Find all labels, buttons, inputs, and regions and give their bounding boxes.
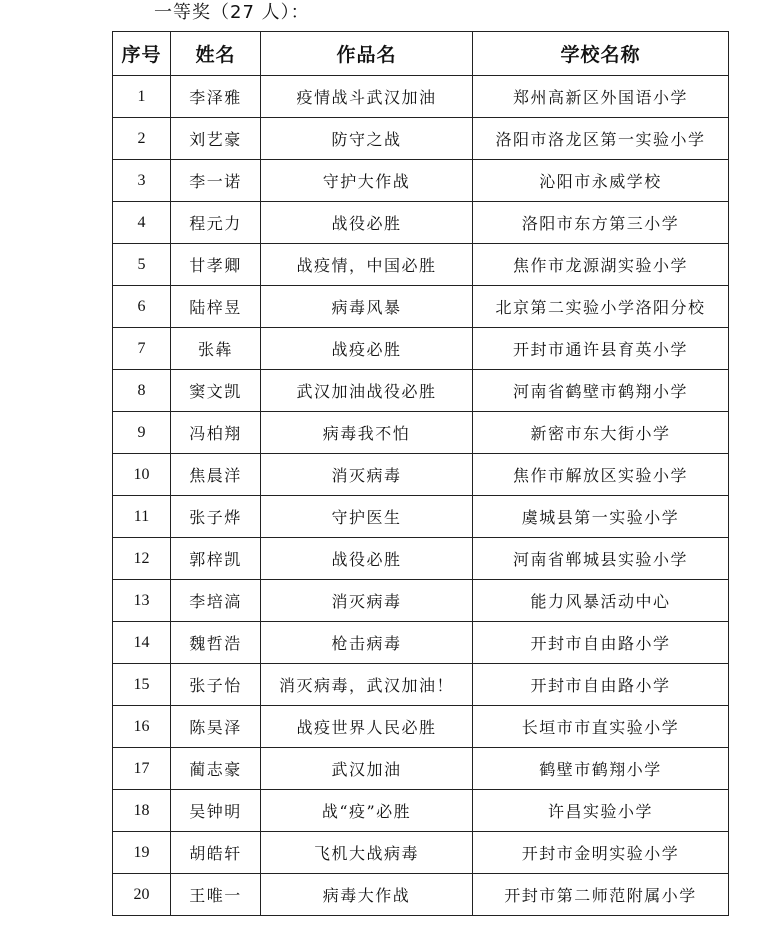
cell-seq: 19: [113, 832, 171, 874]
award-table: [112, 31, 729, 916]
table-row: [113, 454, 729, 496]
table-row: [113, 874, 729, 916]
cell-work: 病毒大作战: [261, 874, 473, 916]
cell-seq: 17: [113, 748, 171, 790]
cell-seq: 1: [113, 76, 171, 118]
table-row: [113, 286, 729, 328]
table-header: [113, 32, 729, 76]
cell-name: 魏哲浩: [171, 622, 261, 664]
table-row: [113, 160, 729, 202]
cell-school: 开封市自由路小学: [473, 622, 729, 664]
cell-name: 蔺志豪: [171, 748, 261, 790]
cell-work: 战疫情，中国必胜: [261, 244, 473, 286]
cell-name: 窦文凯: [171, 370, 261, 412]
cell-work: 病毒风暴: [261, 286, 473, 328]
table-row: [113, 832, 729, 874]
cell-name: 刘艺豪: [171, 118, 261, 160]
cell-name: 李泽雅: [171, 76, 261, 118]
table-row: [113, 202, 729, 244]
cell-seq: 11: [113, 496, 171, 538]
cell-school: 河南省鹤壁市鹤翔小学: [473, 370, 729, 412]
table-row: [113, 790, 729, 832]
cell-school: 开封市自由路小学: [473, 664, 729, 706]
cell-school: 洛阳市东方第三小学: [473, 202, 729, 244]
cell-work: 飞机大战病毒: [261, 832, 473, 874]
cell-school: 长垣市市直实验小学: [473, 706, 729, 748]
column-header-work: 作品名: [261, 32, 473, 76]
header-row: [113, 32, 729, 76]
cell-seq: 7: [113, 328, 171, 370]
cell-school: 郑州高新区外国语小学: [473, 76, 729, 118]
cell-work: 战疫必胜: [261, 328, 473, 370]
cell-work: 武汉加油战役必胜: [261, 370, 473, 412]
cell-work: 战役必胜: [261, 538, 473, 580]
cell-name: 吴钟明: [171, 790, 261, 832]
cell-name: 冯柏翔: [171, 412, 261, 454]
table-row: [113, 244, 729, 286]
cell-seq: 10: [113, 454, 171, 496]
section-heading: 一等奖（27 人）：: [154, 2, 310, 23]
table-row: [113, 580, 729, 622]
cell-work: 消灭病毒: [261, 580, 473, 622]
cell-name: 李培滈: [171, 580, 261, 622]
cell-work: 守护大作战: [261, 160, 473, 202]
cell-work: 病毒我不怕: [261, 412, 473, 454]
table-body: [113, 76, 729, 916]
cell-school: 虞城县第一实验小学: [473, 496, 729, 538]
cell-seq: 20: [113, 874, 171, 916]
cell-seq: 3: [113, 160, 171, 202]
cell-name: 陆梓昱: [171, 286, 261, 328]
cell-name: 张犇: [171, 328, 261, 370]
column-header-seq: 序号: [113, 32, 171, 76]
cell-name: 焦晨洋: [171, 454, 261, 496]
cell-name: 程元力: [171, 202, 261, 244]
cell-seq: 12: [113, 538, 171, 580]
cell-school: 河南省郸城县实验小学: [473, 538, 729, 580]
table-row: [113, 706, 729, 748]
cell-name: 郭梓凯: [171, 538, 261, 580]
cell-seq: 5: [113, 244, 171, 286]
table-row: [113, 622, 729, 664]
cell-seq: 9: [113, 412, 171, 454]
cell-school: 焦作市解放区实验小学: [473, 454, 729, 496]
table-row: [113, 538, 729, 580]
table-row: [113, 496, 729, 538]
table-row: [113, 370, 729, 412]
cell-school: 焦作市龙源湖实验小学: [473, 244, 729, 286]
cell-work: 守护医生: [261, 496, 473, 538]
cell-work: 战疫世界人民必胜: [261, 706, 473, 748]
cell-school: 开封市第二师范附属小学: [473, 874, 729, 916]
table-row: [113, 118, 729, 160]
cell-school: 北京第二实验小学洛阳分校: [473, 286, 729, 328]
cell-work: 消灭病毒: [261, 454, 473, 496]
cell-seq: 18: [113, 790, 171, 832]
table-row: [113, 748, 729, 790]
cell-seq: 13: [113, 580, 171, 622]
cell-name: 李一诺: [171, 160, 261, 202]
cell-work: 枪击病毒: [261, 622, 473, 664]
table-row: [113, 76, 729, 118]
cell-work: 疫情战斗武汉加油: [261, 76, 473, 118]
cell-school: 能力风暴活动中心: [473, 580, 729, 622]
cell-work: 战“疫”必胜: [261, 790, 473, 832]
cell-name: 张子怡: [171, 664, 261, 706]
table-row: [113, 328, 729, 370]
cell-school: 沁阳市永威学校: [473, 160, 729, 202]
cell-school: 开封市金明实验小学: [473, 832, 729, 874]
column-header-school: 学校名称: [473, 32, 729, 76]
cell-work: 武汉加油: [261, 748, 473, 790]
cell-seq: 2: [113, 118, 171, 160]
cell-seq: 15: [113, 664, 171, 706]
cell-name: 张子烨: [171, 496, 261, 538]
cell-name: 甘孝卿: [171, 244, 261, 286]
cell-name: 王唯一: [171, 874, 261, 916]
table-row: [113, 664, 729, 706]
cell-school: 新密市东大街小学: [473, 412, 729, 454]
table-row: [113, 412, 729, 454]
cell-school: 开封市通许县育英小学: [473, 328, 729, 370]
cell-seq: 6: [113, 286, 171, 328]
cell-seq: 4: [113, 202, 171, 244]
cell-seq: 16: [113, 706, 171, 748]
cell-school: 鹤壁市鹤翔小学: [473, 748, 729, 790]
cell-seq: 14: [113, 622, 171, 664]
cell-school: 许昌实验小学: [473, 790, 729, 832]
cell-work: 消灭病毒，武汉加油！: [261, 664, 473, 706]
cell-work: 防守之战: [261, 118, 473, 160]
cell-name: 陈昊泽: [171, 706, 261, 748]
column-header-name: 姓名: [171, 32, 261, 76]
cell-name: 胡皓轩: [171, 832, 261, 874]
cell-seq: 8: [113, 370, 171, 412]
cell-school: 洛阳市洛龙区第一实验小学: [473, 118, 729, 160]
cell-work: 战役必胜: [261, 202, 473, 244]
